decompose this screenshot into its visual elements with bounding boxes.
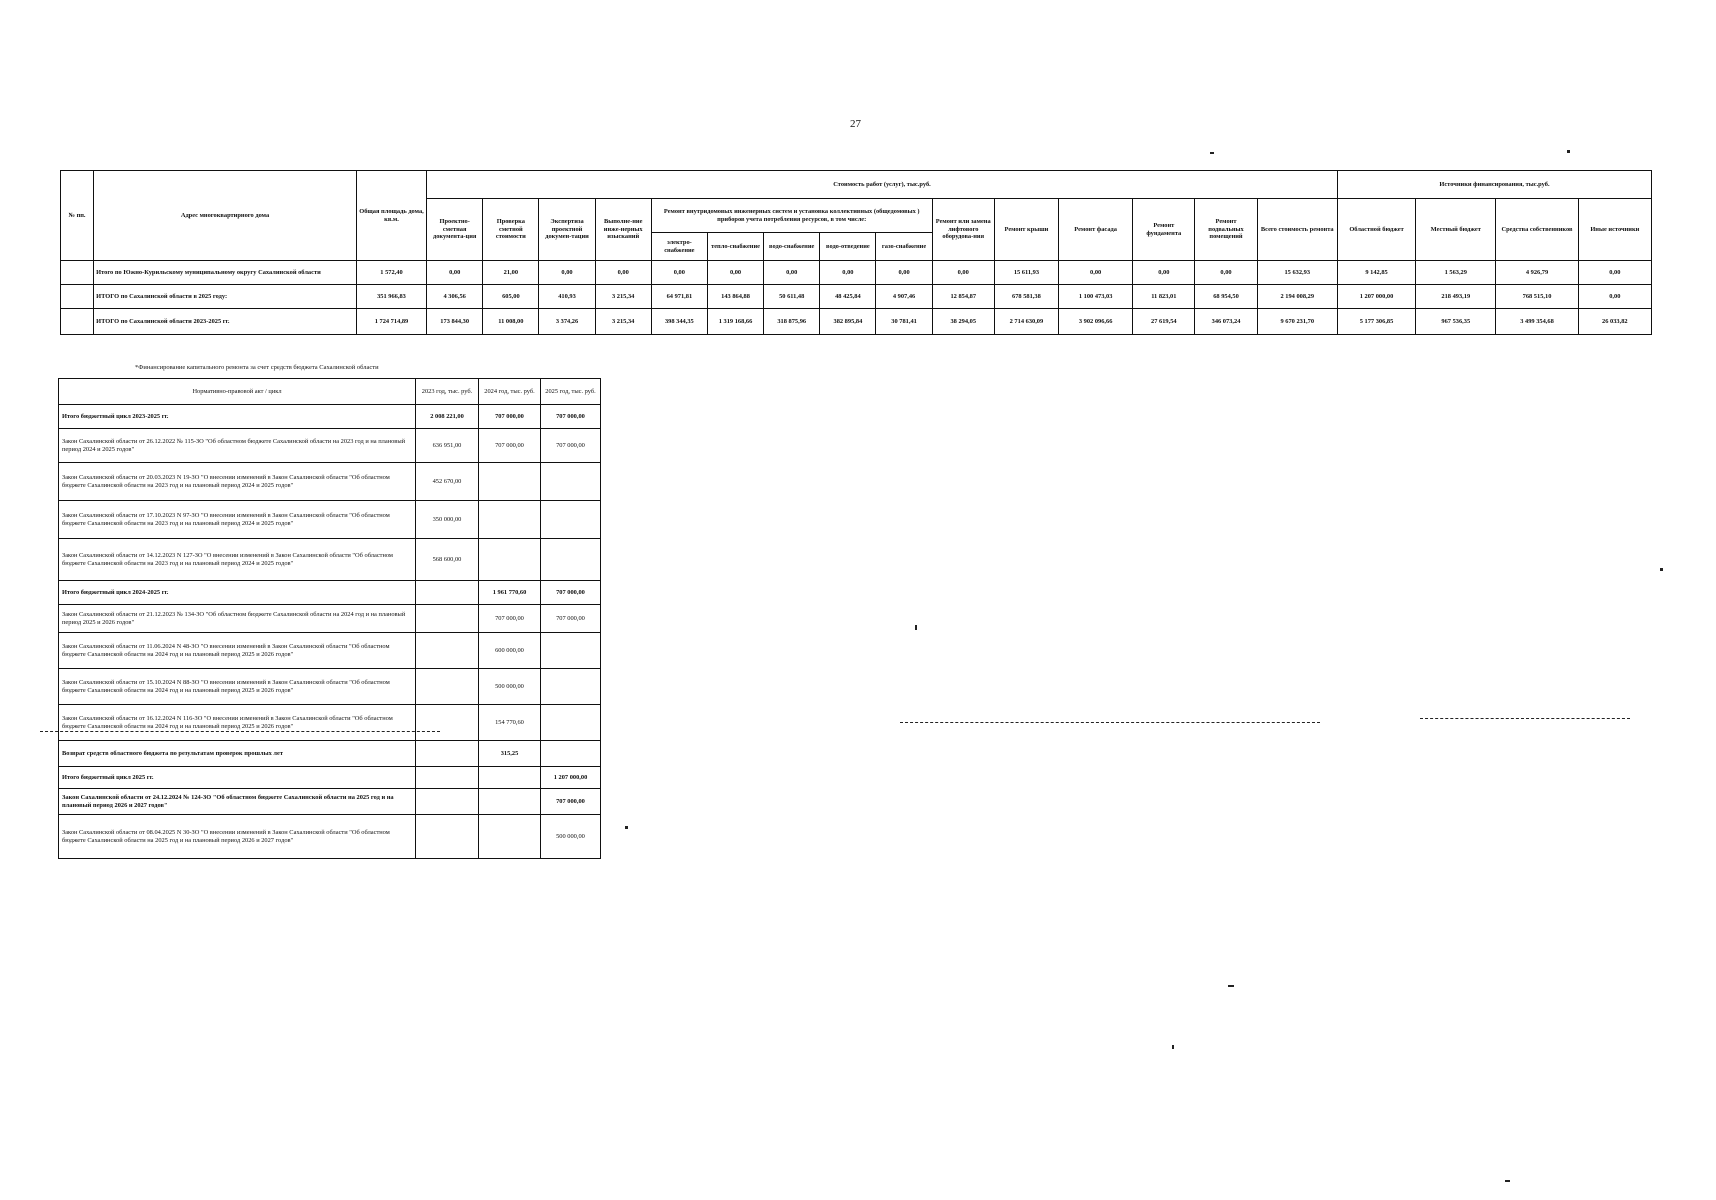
col-header-design-docs: Проектно-сметная документа-ция	[427, 199, 483, 261]
cell-address: ИТОГО по Сахалинской области в 2025 году:	[94, 285, 357, 309]
col-header-surveys: Выполне-ние инже-нерных изысканий	[595, 199, 651, 261]
table-row	[59, 789, 601, 815]
col-header-local: Местный бюджет	[1416, 199, 1496, 261]
scan-artifact-line	[1420, 718, 1630, 719]
cell-elevator: 12 854,87	[932, 285, 994, 309]
cell-roof: 2 714 630,09	[994, 309, 1058, 335]
cell-water-supply: 50 611,48	[764, 285, 820, 309]
table-row	[59, 633, 601, 669]
col-header-facade: Ремонт фасада	[1059, 199, 1133, 261]
cell-2024	[479, 767, 541, 789]
cell-2024: 500 000,00	[479, 669, 541, 705]
cell-act: Закон Сахалинской области от 21.12.2023 № 134-ЗО "Об областном бюджете Сахалинской области на 2024 год и на плановый период 2025 и 2026 годов"	[59, 605, 416, 633]
cell-facade: 1 100 473,03	[1059, 285, 1133, 309]
cell-2024	[479, 789, 541, 815]
cell-num	[61, 309, 94, 335]
col-header-act: Нормативно-правовой акт / цикл	[59, 379, 416, 405]
cell-2025	[541, 501, 601, 539]
col-header-roof: Ремонт крыши	[994, 199, 1058, 261]
cell-expertise: 3 374,26	[539, 309, 595, 335]
cell-expertise: 410,93	[539, 285, 595, 309]
table-row	[61, 285, 1652, 309]
cell-area: 1 724 714,89	[356, 309, 426, 335]
cell-design-docs: 4 306,56	[427, 285, 483, 309]
table-row	[59, 705, 601, 741]
cell-2025: 1 207 000,00	[541, 767, 601, 789]
cell-surveys: 3 215,34	[595, 309, 651, 335]
cell-other: 0,00	[1578, 261, 1651, 285]
col-header-2024: 2024 год, тыс. руб.	[479, 379, 541, 405]
cell-gas: 4 907,46	[876, 285, 932, 309]
cell-2025: 707 000,00	[541, 789, 601, 815]
cell-2025	[541, 669, 601, 705]
col-header-gas: газо-снабжение	[876, 233, 932, 261]
cell-basement: 0,00	[1195, 261, 1257, 285]
cell-expertise: 0,00	[539, 261, 595, 285]
cell-water-disposal: 382 895,84	[820, 309, 876, 335]
cell-2024	[479, 539, 541, 581]
col-header-area: Общая площадь дома, кв.м.	[356, 171, 426, 261]
cell-electric: 0,00	[651, 261, 707, 285]
col-group-funding: Источники финансирования, тыс.руб.	[1337, 171, 1651, 199]
cell-electric: 64 971,81	[651, 285, 707, 309]
table-row	[59, 605, 601, 633]
col-header-other: Иные источники	[1578, 199, 1651, 261]
cell-2025: 707 000,00	[541, 605, 601, 633]
table-row	[59, 463, 601, 501]
scan-speck	[1567, 150, 1570, 153]
cell-2025	[541, 705, 601, 741]
cell-2025: 707 000,00	[541, 581, 601, 605]
cell-design-docs: 0,00	[427, 261, 483, 285]
cell-2024: 315,25	[479, 741, 541, 767]
cell-2025: 707 000,00	[541, 429, 601, 463]
col-header-water-supply: водо-снабжение	[764, 233, 820, 261]
cell-2023: 2 008 221,00	[416, 405, 479, 429]
scan-speck	[625, 826, 628, 829]
cell-owners: 4 926,79	[1496, 261, 1578, 285]
scan-speck	[1172, 1045, 1174, 1049]
cell-regional: 9 142,85	[1337, 261, 1415, 285]
col-group-cost: Стоимость работ (услуг), тыс.руб.	[427, 171, 1338, 199]
cell-heat: 1 319 168,66	[707, 309, 763, 335]
cell-regional: 5 177 306,85	[1337, 309, 1415, 335]
cell-electric: 398 344,35	[651, 309, 707, 335]
cell-foundation: 27 619,54	[1133, 309, 1195, 335]
cell-act: Закон Сахалинской области от 08.04.2025 N 30-ЗО "О внесении изменений в Закон Сахалинской области "Об областном бюджете Сахалинской области на 2025 год и на плановый период 2026 и 2027 годов"	[59, 815, 416, 859]
table-row	[59, 429, 601, 463]
cell-act: Закон Сахалинской области от 20.03.2023 N 19-ЗО "О внесении изменений в Закон Сахалинской области "Об областном бюджете Сахалинской области на 2023 год и на плановый период 2024 и 2025 годов"	[59, 463, 416, 501]
cell-heat: 0,00	[707, 261, 763, 285]
cell-local: 967 536,35	[1416, 309, 1496, 335]
cell-act: Закон Сахалинской области от 11.06.2024 N 48-ЗО "О внесении изменений в Закон Сахалинской области "Об областном бюджете Сахалинской области на 2024 год и на плановый период 2025 и 2026 годов"	[59, 633, 416, 669]
cell-basement: 68 954,50	[1195, 285, 1257, 309]
cell-water-disposal: 48 425,84	[820, 285, 876, 309]
col-header-total-cost: Всего стоимость ремонта	[1257, 199, 1337, 261]
cell-act: Закон Сахалинской области от 26.12.2022 № 115-ЗО "Об областном бюджете Сахалинской области на 2023 год и на плановый период 2024 и 2025 годов"	[59, 429, 416, 463]
col-group-engineering: Ремонт внутридомовых инженерных систем и установка коллективных (общедомовых ) приборов учета потребления ресурсов, в том числе:	[651, 199, 932, 233]
cell-2023	[416, 669, 479, 705]
cell-roof: 678 581,38	[994, 285, 1058, 309]
col-header-owners: Средства собственников	[1496, 199, 1578, 261]
table-row	[59, 741, 601, 767]
cell-facade: 3 902 096,66	[1059, 309, 1133, 335]
cell-cost-check: 21,00	[483, 261, 539, 285]
col-header-cost-check: Проверка сметной стоимости	[483, 199, 539, 261]
cell-num	[61, 285, 94, 309]
col-header-expertise: Экспертиза проектной докумен-тации	[539, 199, 595, 261]
scan-speck	[1228, 985, 1234, 987]
cell-gas: 0,00	[876, 261, 932, 285]
cell-total-cost: 15 632,93	[1257, 261, 1337, 285]
col-header-foundation: Ремонт фундамента	[1133, 199, 1195, 261]
cell-2023	[416, 581, 479, 605]
cell-2024	[479, 463, 541, 501]
cell-owners: 768 515,10	[1496, 285, 1578, 309]
col-header-2023: 2023 год, тыс. руб.	[416, 379, 479, 405]
cell-foundation: 11 823,01	[1133, 285, 1195, 309]
table-row	[59, 581, 601, 605]
cell-act: Закон Сахалинской области от 15.10.2024 N 88-ЗО "О внесении изменений в Закон Сахалинской области "Об областном бюджете Сахалинской области на 2024 год и на плановый период 2025 и 2026 годов"	[59, 669, 416, 705]
cell-2023: 350 000,00	[416, 501, 479, 539]
cell-owners: 3 499 354,68	[1496, 309, 1578, 335]
scan-speck	[1505, 1180, 1510, 1182]
cell-local: 218 493,19	[1416, 285, 1496, 309]
cell-local: 1 563,29	[1416, 261, 1496, 285]
table-row	[61, 261, 1652, 285]
cell-2025	[541, 463, 601, 501]
table-row	[59, 669, 601, 705]
cell-2025: 500 000,00	[541, 815, 601, 859]
table-row	[59, 405, 601, 429]
cell-2023	[416, 605, 479, 633]
cell-roof: 15 611,93	[994, 261, 1058, 285]
cell-act: Закон Сахалинской области от 16.12.2024 N 116-ЗО "О внесении изменений в Закон Сахалинской области "Об областном бюджете Сахалинской области на 2024 год и на плановый период 2025 и 2026 годов"	[59, 705, 416, 741]
cell-gas: 30 781,41	[876, 309, 932, 335]
cell-2023: 568 600,00	[416, 539, 479, 581]
table-row	[59, 501, 601, 539]
cell-elevator: 0,00	[932, 261, 994, 285]
cell-water-supply: 0,00	[764, 261, 820, 285]
col-header-2025: 2025 год, тыс. руб.	[541, 379, 601, 405]
cell-act: Итого бюджетный цикл 2023-2025 гг.	[59, 405, 416, 429]
cell-2024: 154 770,60	[479, 705, 541, 741]
cell-2024: 600 000,00	[479, 633, 541, 669]
scan-speck	[1660, 568, 1663, 571]
cell-heat: 143 864,88	[707, 285, 763, 309]
col-header-num: № пп.	[61, 171, 94, 261]
cell-surveys: 3 215,34	[595, 285, 651, 309]
cell-act: Итого бюджетный цикл 2024-2025 гг.	[59, 581, 416, 605]
cell-design-docs: 173 844,30	[427, 309, 483, 335]
scan-speck	[915, 625, 917, 630]
cell-total-cost: 2 194 008,29	[1257, 285, 1337, 309]
cell-2024: 707 000,00	[479, 405, 541, 429]
cell-2024	[479, 815, 541, 859]
cell-2025: 707 000,00	[541, 405, 601, 429]
capital-repair-cost-table	[60, 170, 1652, 335]
col-header-water-disposal: водо-отведение	[820, 233, 876, 261]
col-header-basement: Ремонт подвальных помещений	[1195, 199, 1257, 261]
cell-total-cost: 9 670 231,70	[1257, 309, 1337, 335]
cell-2023	[416, 767, 479, 789]
cell-2024	[479, 501, 541, 539]
cell-other: 26 033,82	[1578, 309, 1651, 335]
cell-elevator: 38 294,05	[932, 309, 994, 335]
col-header-heat: тепло-снабжение	[707, 233, 763, 261]
budget-acts-table	[58, 378, 601, 859]
col-header-elevator: Ремонт или замена лифтового оборудова-ния	[932, 199, 994, 261]
cell-2023: 636 951,00	[416, 429, 479, 463]
cell-num	[61, 261, 94, 285]
cell-act: Закон Сахалинской области от 24.12.2024 № 124-ЗО "Об областном бюджете Сахалинской области на 2025 год и на плановый период 2026 и 2027 годов"	[59, 789, 416, 815]
cell-cost-check: 11 008,00	[483, 309, 539, 335]
cell-regional: 1 207 000,00	[1337, 285, 1415, 309]
col-header-regional: Областной бюджет	[1337, 199, 1415, 261]
scan-speck	[1210, 152, 1214, 154]
cell-2025	[541, 539, 601, 581]
col-header-address: Адрес многоквартирного дома	[94, 171, 357, 261]
cell-act: Закон Сахалинской области от 14.12.2023 N 127-ЗО "О внесении изменений в Закон Сахалинской области "Об областном бюджете Сахалинской области на 2023 год и на плановый период 2024 и 2025 годов"	[59, 539, 416, 581]
cell-2023	[416, 705, 479, 741]
cell-water-disposal: 0,00	[820, 261, 876, 285]
cell-surveys: 0,00	[595, 261, 651, 285]
cell-2023: 452 670,00	[416, 463, 479, 501]
cell-facade: 0,00	[1059, 261, 1133, 285]
cell-2025	[541, 741, 601, 767]
cell-address: Итого по Южно-Курильскому муниципальному округу Сахалинской области	[94, 261, 357, 285]
cell-2023	[416, 815, 479, 859]
cell-basement: 346 073,24	[1195, 309, 1257, 335]
cell-cost-check: 605,00	[483, 285, 539, 309]
cell-act: Закон Сахалинской области от 17.10.2023 N 97-ЗО "О внесении изменений в Закон Сахалинской области "Об областном бюджете Сахалинской области на 2023 год и на плановый период 2024 и 2025 годов"	[59, 501, 416, 539]
table-row	[59, 815, 601, 859]
cell-2023	[416, 633, 479, 669]
footnote: *Финансирование капитального ремонта за счет средств бюджета Сахалинской области	[135, 364, 379, 371]
cell-2024: 1 961 770,60	[479, 581, 541, 605]
cell-water-supply: 318 875,96	[764, 309, 820, 335]
table-row	[59, 767, 601, 789]
scan-artifact-line	[40, 731, 440, 732]
cell-area: 1 572,40	[356, 261, 426, 285]
cell-2023	[416, 741, 479, 767]
cell-act: Возврат средств областного бюджета по результатам проверок прошлых лет	[59, 741, 416, 767]
cell-foundation: 0,00	[1133, 261, 1195, 285]
cell-2023	[416, 789, 479, 815]
scan-artifact-line	[900, 722, 1320, 723]
cell-area: 351 966,83	[356, 285, 426, 309]
cell-act: Итого бюджетный цикл 2025 гг.	[59, 767, 416, 789]
table-row	[61, 309, 1652, 335]
cell-2024: 707 000,00	[479, 429, 541, 463]
cell-2024: 707 000,00	[479, 605, 541, 633]
cell-other: 0,00	[1578, 285, 1651, 309]
cell-address: ИТОГО по Сахалинской области 2023-2025 гг.	[94, 309, 357, 335]
table-row	[59, 539, 601, 581]
cell-2025	[541, 633, 601, 669]
page-number: 27	[850, 118, 861, 130]
col-header-electric: электро-снабжение	[651, 233, 707, 261]
